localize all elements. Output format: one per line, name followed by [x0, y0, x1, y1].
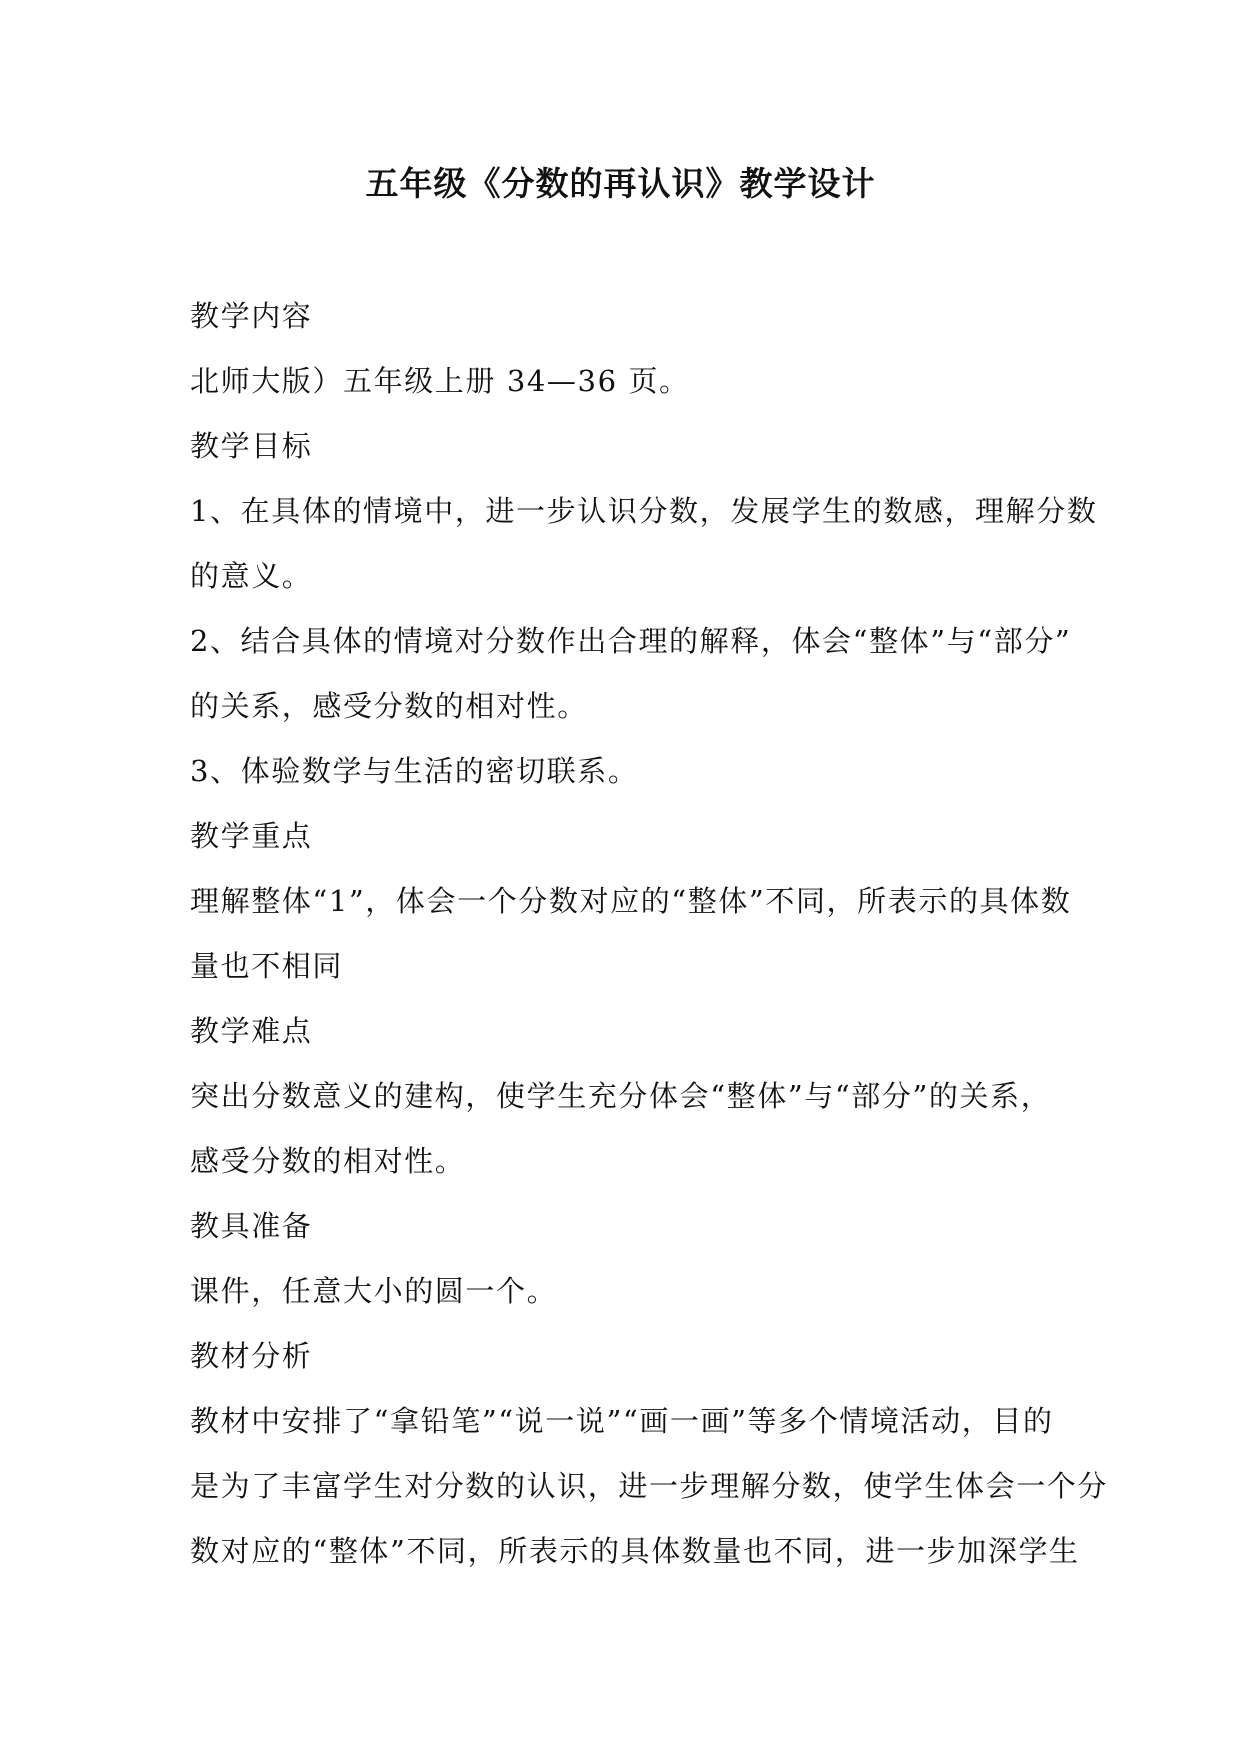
section-heading-material-analysis: 教材分析	[190, 1339, 313, 1373]
document-title: 五年级《分数的再认识》教学设计	[365, 164, 876, 203]
section-heading-teaching-content: 教学内容	[190, 299, 313, 333]
paragraph-line: 数对应的“整体”不同，所表示的具体数量也不同，进一步加深学生	[190, 1534, 1080, 1568]
paragraph-line: 突出分数意义的建构，使学生充分体会“整体”与“部分”的关系，	[190, 1079, 1052, 1113]
paragraph-line: 北师大版）五年级上册 34—36 页。	[190, 364, 690, 398]
paragraph-line: 1、在具体的情境中，进一步认识分数，发展学生的数感，理解分数	[190, 494, 1098, 528]
paragraph-line: 理解整体“1”，体会一个分数对应的“整体”不同，所表示的具体数	[190, 884, 1072, 918]
section-heading-teaching-aids: 教具准备	[190, 1209, 313, 1243]
paragraph-line: 的关系，感受分数的相对性。	[190, 689, 588, 723]
document-body	[190, 290, 1109, 1590]
section-heading-teaching-difficulty: 教学难点	[190, 1014, 313, 1048]
paragraph-line: 感受分数的相对性。	[190, 1144, 466, 1178]
paragraph-line: 3、体验数学与生活的密切联系。	[190, 754, 639, 788]
paragraph-line: 教材中安排了“拿铅笔”“说一说”“画一画”等多个情境活动，目的	[190, 1404, 1054, 1438]
paragraph-line: 量也不相同	[190, 949, 344, 983]
paragraph-line: 是为了丰富学生对分数的认识，进一步理解分数，使学生体会一个分	[190, 1469, 1109, 1503]
paragraph-line: 2、结合具体的情境对分数作出合理的解释，体会“整体”与“部分”	[190, 624, 1072, 658]
paragraph-line: 的意义。	[190, 559, 313, 593]
section-heading-teaching-objectives: 教学目标	[190, 429, 313, 463]
section-heading-teaching-focus: 教学重点	[190, 819, 313, 853]
paragraph-line: 课件，任意大小的圆一个。	[190, 1274, 558, 1308]
